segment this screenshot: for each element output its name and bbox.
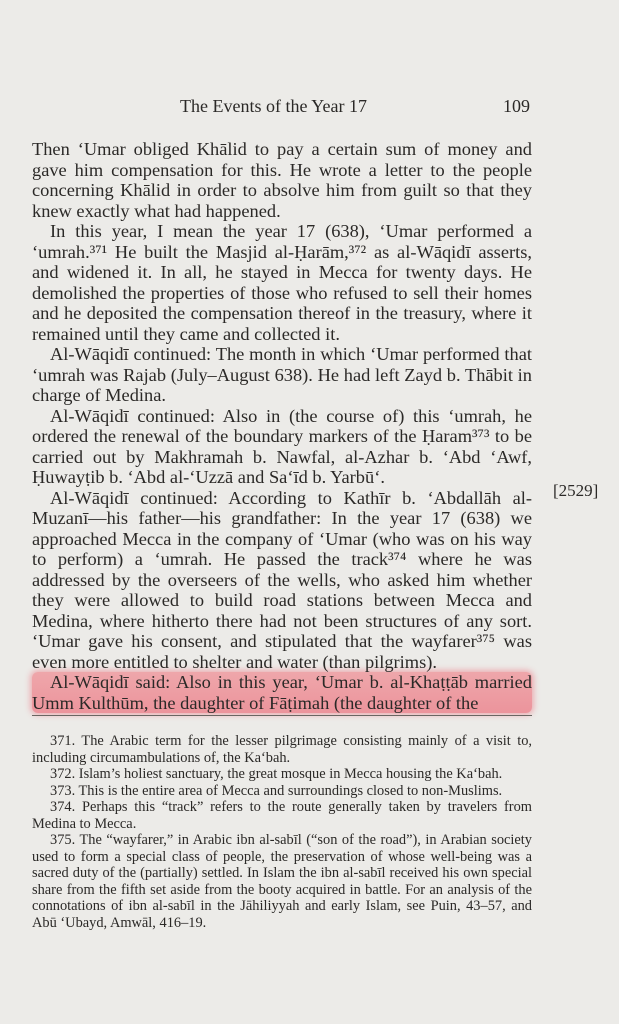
footnote-divider xyxy=(32,715,532,716)
footnote: 372. Islam’s holiest sanctuary, the great mosque in Mecca housing the Ka‘bah. xyxy=(50,766,503,782)
paragraph: In this year, I mean the year 17 (638), ‘Umar performed a ‘umrah.³⁷¹ He built the Masjid al-Ḥarām,³⁷² as al-Wāqidī asserts, and widened it. In all, he stayed in Mecca for twenty days. He demolished the properties of those who refused to sell their homes and he deposited the compensation thereof in the treasury, where it remained until they came and collected it. xyxy=(32,221,532,344)
running-title: The Events of the Year 17 xyxy=(180,96,367,116)
paragraph: Al-Wāqidī continued: Also in (the course of) this ‘umrah, he ordered the renewal of the boundary markers of the Ḥaram³⁷³ to be carried out by Makhramah b. Nawfal, al-Azhar b. ‘Abd ‘Awf, Ḥuwayṭib b. ‘Abd al-‘Uzzā and Sa‘īd b. Yarbū‘. xyxy=(32,405,532,487)
margin-page-reference: [2529] xyxy=(553,481,599,500)
footnote: 371. The Arabic term for the lesser pilgrimage consisting mainly of a visit to, including circumambulations of, the Ka‘bah. xyxy=(32,733,532,766)
footnotes xyxy=(32,733,532,931)
footnote: 374. Perhaps this “track” refers to the route generally taken by travelers from Medina to Mecca. xyxy=(32,799,532,832)
page-number: 109 xyxy=(503,96,530,116)
footnote: 373. This is the entire area of Mecca and surroundings closed to non-Muslims. xyxy=(50,782,503,799)
paragraph: Then ‘Umar obliged Khālid to pay a certain sum of money and gave him compensation for this. He wrote a letter to the people concerning Khālid in order to absolve him from guilt so that they knew exactly what had happened. xyxy=(32,139,532,221)
paragraph: Al-Wāqidī continued: The month in which ‘Umar performed that ‘umrah was Rajab (July–August 638). He had left Zayd b. Thābit in charge of Medina. xyxy=(32,344,532,405)
main-text xyxy=(32,139,532,713)
highlighted-paragraph: Al-Wāqidī said: Also in this year, ‘Umar b. al-Khaṭṭāb married Umm Kulthūm, the daughter of Fāṭimah (the daughter of the xyxy=(32,672,532,713)
paragraph: Al-Wāqidī continued: According to Kathīr b. ‘Abdallāh al-Muzanī—his father—his grandfather: In the year 17 (638) we approached Mecca in the company of ‘Umar (who was on his way to perform) a ‘umrah. He passed the track³⁷⁴ where he was addressed by the overseers of the wells, who asked him whether they were allowed to build road stations between Mecca and Medina, where hitherto there had not been structures of any sort. ‘Umar gave his consent, and stipulated that the wayfarer³⁷⁵ was even more entitled to shelter and water (than pilgrims). xyxy=(32,487,532,672)
footnote: 375. The “wayfarer,” in Arabic ibn al-sabīl (“son of the road”), in Arabian society used to form a special class of people, the preservation of whose well-being was a sacred duty of the (partially) settled. In Islam the ibn al-sabīl received his own special share from the fifth set aside from the booty acquired in battle. For an analysis of the connotations of ibn al-sabīl in the Jāhiliyyah and early Islam, see Puin, 43–57, and Abū ‘Ubayd, Amwāl, 416–19. xyxy=(32,832,532,931)
running-header xyxy=(180,96,540,117)
